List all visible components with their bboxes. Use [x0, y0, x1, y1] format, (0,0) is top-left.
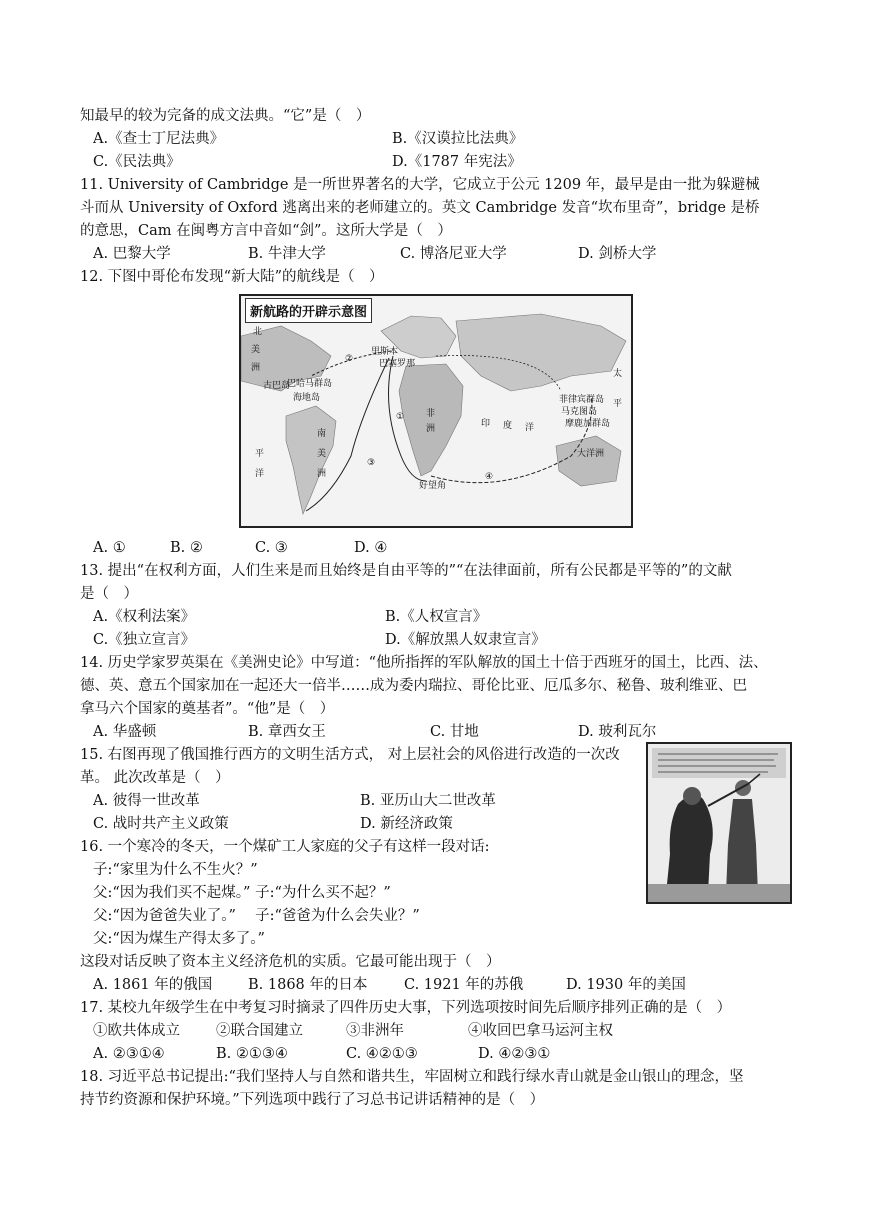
q12-option-a: A. ① [93, 540, 126, 556]
q14-option-c: C. 甘地 [430, 724, 479, 740]
q10-option-d: D.《1787 年宪法》 [392, 154, 522, 170]
q10-option-c: C.《民法典》 [93, 154, 181, 170]
q17-event-3: ③非洲年 [346, 1023, 404, 1039]
q16-option-a: A. 1861 年的俄国 [93, 977, 213, 993]
map-label-indian-2: 度 [503, 421, 513, 431]
map-label-africa-2: 洲 [426, 424, 436, 434]
map-label-philippines-3: 摩鹿加群岛 [565, 419, 611, 429]
map-label-south-1: 南 [317, 429, 327, 439]
q17-option-c: C. ④②①③ [346, 1046, 418, 1062]
q13-option-b: B.《人权宣言》 [385, 609, 488, 625]
map-label-america-1: 美 [251, 345, 261, 355]
q14-line2: 德、英、意五个国家加在一起还大一倍半……成为委内瑞拉、哥伦比亚、厄瓜多尔、秘鲁、玻利维亚、巴 [80, 678, 747, 694]
q11-option-c: C. 博洛尼亚大学 [400, 246, 507, 262]
map-route-marker-2: ② [345, 354, 354, 364]
map-label-lisbon: 里斯本 [371, 347, 399, 357]
q16-line4: 父:“因为爸爸失业了。” 子:“爸爸为什么会失业？” [93, 908, 420, 924]
q16-option-d: D. 1930 年的美国 [566, 977, 686, 993]
q15-option-b: B. 亚历山大二世改革 [360, 793, 496, 809]
peter-reform-woodcut [646, 742, 792, 904]
q13-option-a: A.《权利法案》 [93, 609, 196, 625]
q13-option-c: C.《独立宣言》 [93, 632, 196, 648]
q17-event-1: ①欧共体成立 [93, 1023, 180, 1039]
q11-line1: 11. University of Cambridge 是一所世界著名的大学，它成立于公元 1209 年，最早是由一批为躲避械 [80, 177, 760, 193]
q16-option-c: C. 1921 年的苏俄 [404, 977, 524, 993]
map-label-north: 北 [253, 327, 263, 337]
q16-line5: 父:“因为煤生产得太多了。” [93, 931, 265, 947]
q14-option-d: D. 玻利瓦尔 [578, 724, 657, 740]
q11-line2: 斗而从 University of Oxford 逃离出来的老师建立的。英文 Cambridge 发音“坎布里奇”，bridge 是桥 [80, 200, 760, 216]
q13-line1: 13. 提出“在权利方面，人们生来是而且始终是自由平等的”“在法律面前，所有公民都是平等的”的文献 [80, 563, 732, 579]
q11-option-d: D. 剑桥大学 [578, 246, 657, 262]
q16-line2: 子:“家里为什么不生火？” [93, 862, 258, 878]
map-title: 新航路的开辟示意图 [245, 298, 372, 323]
q12-option-d: D. ④ [354, 540, 388, 556]
q17-option-a: A. ②③①④ [93, 1046, 165, 1062]
q16-line1: 16. 一个寒冷的冬天，一个煤矿工人家庭的父子有这样一段对话: [80, 839, 490, 855]
map-label-philippines-2: 马克图岛 [561, 407, 598, 417]
map-label-pacific: 平 [255, 449, 265, 459]
q12-stem: 12. 下图中哥伦布发现“新大陆”的航线是（ ） [80, 269, 384, 285]
map-label-cape: 好望角 [419, 481, 447, 491]
q15-line1: 15. 右图再现了俄国推行西方的文明生活方式， 对上层社会的风俗进行改造的一次改 [80, 747, 620, 763]
map-label-haiti: 海地岛 [293, 393, 321, 403]
map-label-indian-1: 印 [481, 419, 491, 429]
q17-line1: 17. 某校九年级学生在中考复习时摘录了四件历史大事，下列选项按时间先后顺序排列正确的是（ ） [80, 1000, 732, 1016]
q10-option-a: A.《查士丁尼法典》 [93, 131, 225, 147]
q14-line1: 14. 历史学家罗英渠在《美洲史论》中写道：“他所指挥的军队解放的国土十倍于西班牙的国土，比西、法、 [80, 655, 768, 671]
q11-option-b: B. 牛津大学 [248, 246, 326, 262]
map-label-philippines-1: 菲律宾群岛 [559, 395, 605, 405]
map-label-pacific-2: 洋 [255, 469, 265, 479]
map-route-marker-4: ④ [485, 472, 494, 482]
q18-line2: 持节约资源和保护环境。”下列选项中践行了习总书记讲话精神的是（ ） [80, 1092, 545, 1108]
q15-option-d: D. 新经济政策 [360, 816, 453, 832]
q17-option-d: D. ④②③① [478, 1046, 551, 1062]
map-label-pacific-r2: 平 [613, 399, 623, 409]
map-label-south-2: 美 [317, 449, 327, 459]
map-label-oceania: 大洋洲 [577, 449, 605, 459]
map-label-africa-1: 非 [426, 409, 436, 419]
q10-stem-tail: 知最早的较为完备的成文法典。“它”是（ ） [80, 108, 371, 124]
q17-event-4: ④收回巴拿马运河主权 [468, 1023, 613, 1039]
q15-line2: 革。 此次改革是（ ） [80, 770, 230, 786]
q13-line2: 是（ ） [80, 586, 138, 602]
q11-option-a: A. 巴黎大学 [93, 246, 171, 262]
new-routes-map [239, 294, 633, 528]
map-label-indian-3: 洋 [525, 423, 535, 433]
q16-line3: 父:“因为我们买不起煤。” 子:“为什么买不起？” [93, 885, 391, 901]
q15-option-c: C. 战时共产主义政策 [93, 816, 229, 832]
q16-option-b: B. 1868 年的日本 [248, 977, 368, 993]
map-label-palos: 巴塞罗那 [379, 359, 416, 369]
map-label-america-2: 洲 [251, 363, 261, 373]
q18-line1: 18. 习近平总书记提出:“我们坚持人与自然和谐共生，牢固树立和践行绿水青山就是金山银山的理念，坚 [80, 1069, 744, 1085]
map-label-bahamas: 巴哈马群岛 [287, 379, 333, 389]
q14-line3: 拿马六个国家的奠基者”。“他”是（ ） [80, 701, 335, 717]
q12-option-c: C. ③ [255, 540, 288, 556]
q16-line6: 这段对话反映了资本主义经济危机的实质。它最可能出现于（ ） [80, 954, 501, 970]
q14-option-a: A. 华盛顿 [93, 724, 157, 740]
q17-option-b: B. ②①③④ [216, 1046, 288, 1062]
q14-option-b: B. 章西女王 [248, 724, 326, 740]
q10-option-b: B.《汉谟拉比法典》 [392, 131, 524, 147]
woodcut-drawing [648, 744, 790, 902]
q13-option-d: D.《解放黑人奴隶宣言》 [385, 632, 546, 648]
map-label-south-3: 洲 [317, 469, 327, 479]
q15-option-a: A. 彼得一世改革 [93, 793, 200, 809]
map-label-pacific-r1: 太 [613, 369, 623, 379]
q12-option-b: B. ② [170, 540, 203, 556]
q17-event-2: ②联合国建立 [216, 1023, 303, 1039]
q11-line3: 的意思，Cam 在闽粤方言中音如“剑”。这所大学是（ ） [80, 223, 452, 239]
map-route-marker-1: ① [396, 412, 405, 422]
map-route-marker-3: ③ [367, 458, 376, 468]
map-label-cuba: 古巴岛 [263, 381, 291, 391]
